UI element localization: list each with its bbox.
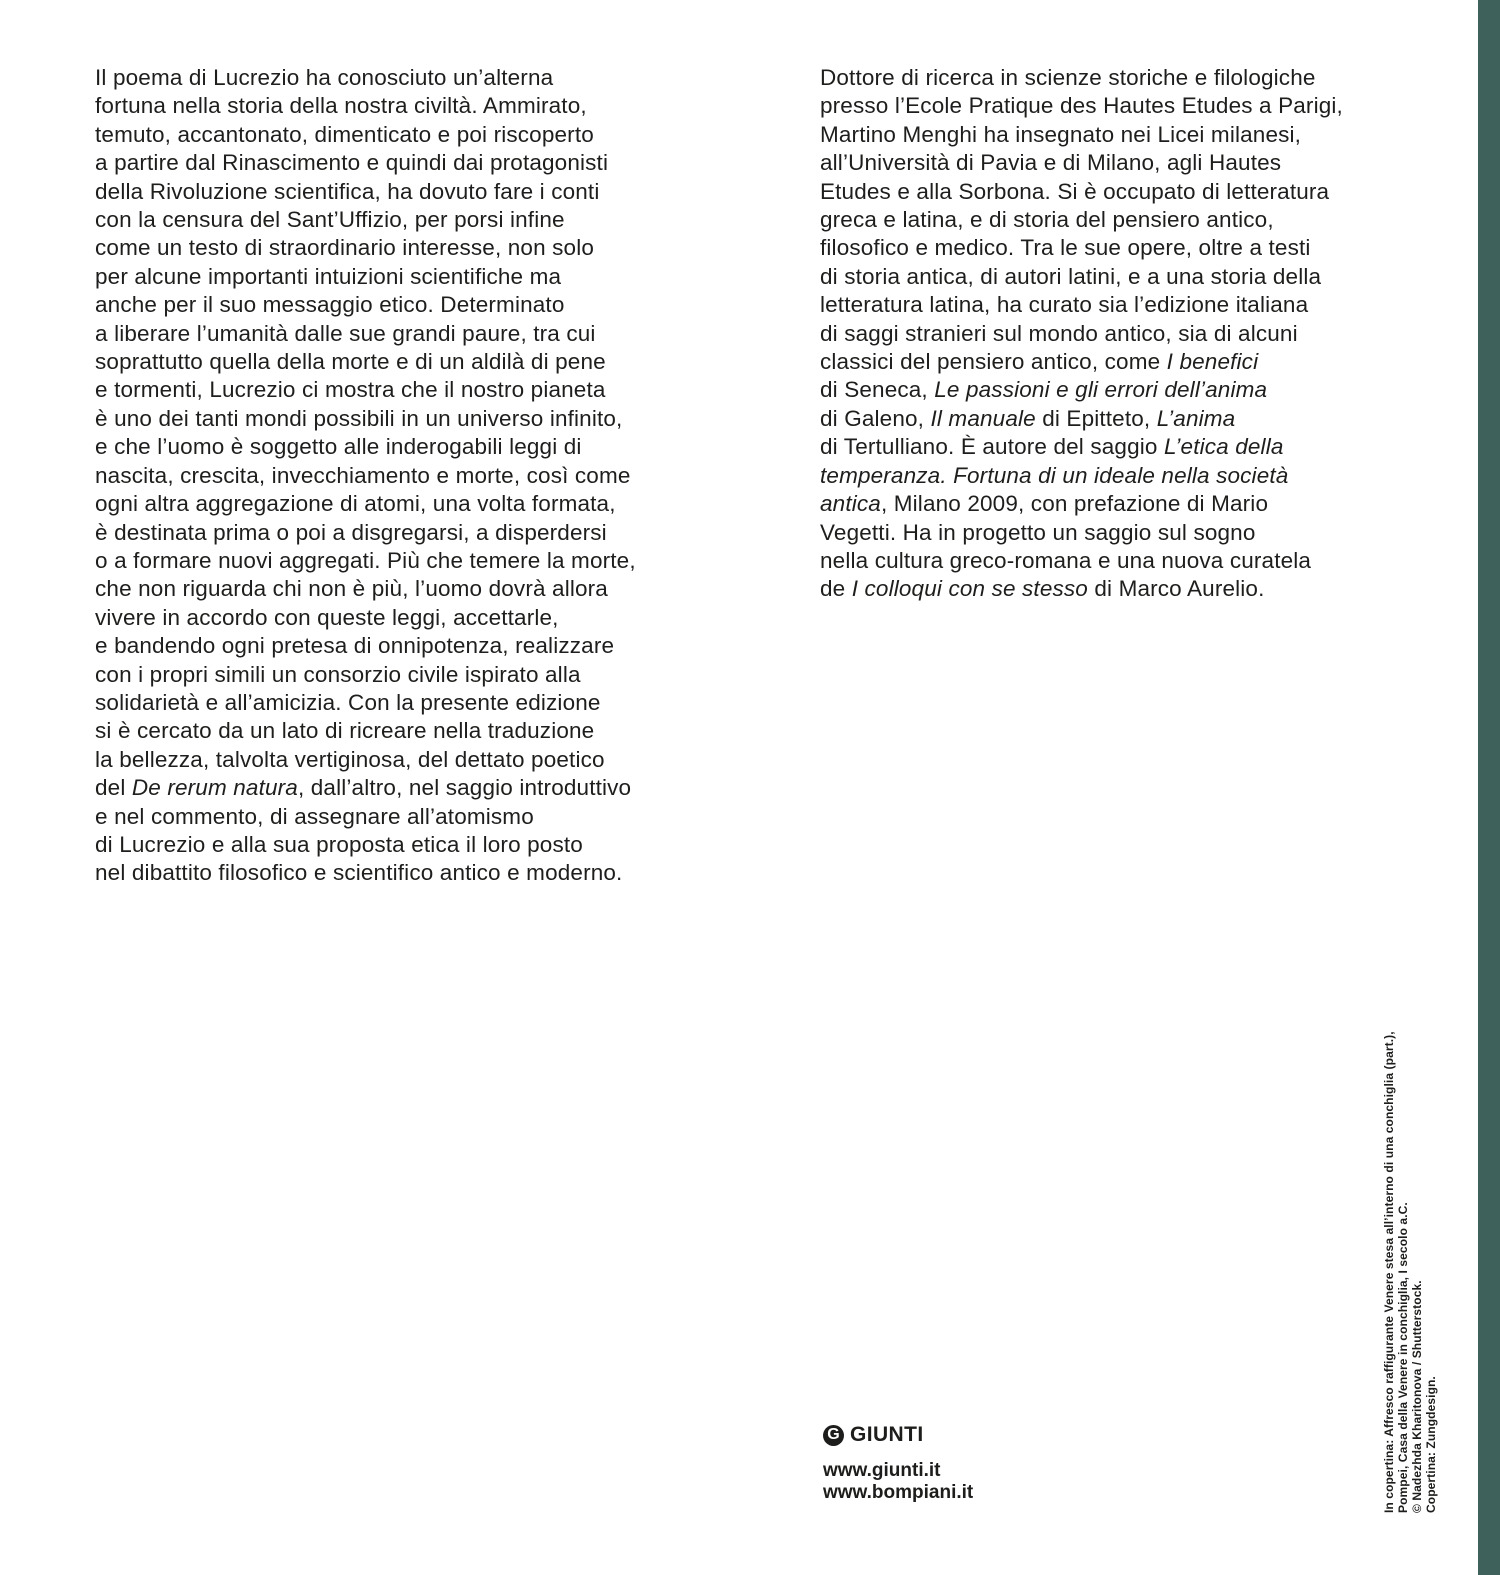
text-line: ogni altra aggregazione di atomi, una volta formata, — [95, 491, 616, 517]
text-line: temperanza. Fortuna di un ideale nella società — [820, 462, 1289, 488]
text-line: è uno dei tanti mondi possibili in un universo infinito, — [95, 405, 623, 431]
text-line: e che l’uomo è soggetto alle inderogabili leggi di — [95, 434, 582, 460]
text-line: © Nadezhda Kharitonova / Shutterstock. — [1410, 1280, 1424, 1513]
giunti-logo-icon — [823, 1425, 844, 1446]
giunti-logo-letter: G — [827, 1426, 840, 1443]
text-line: si è cercato da un lato di ricreare nella traduzione — [95, 718, 595, 744]
text-line: filosofico e medico. Tra le sue opere, oltre a testi — [820, 235, 1311, 261]
text-line: di Lucrezio e alla sua proposta etica il loro posto — [95, 831, 583, 857]
text-line: temuto, accantonato, dimenticato e poi riscoperto — [95, 121, 594, 147]
giunti-wordmark: GIUNTI — [850, 1423, 924, 1446]
text-line: o a formare nuovi aggregati. Più che temere la morte, — [95, 547, 636, 573]
spine-stripe — [1478, 0, 1500, 1575]
text-line: antica, Milano 2009, con prefazione di Mario — [820, 491, 1269, 517]
author-bio-text-column — [820, 64, 1470, 604]
text-line: anche per il suo messaggio etico. Determinato — [95, 292, 565, 318]
text-line: a liberare l’umanità dalle sue grandi paure, tra cui — [95, 320, 596, 346]
text-line: Martino Menghi ha insegnato nei Licei milanesi, — [820, 121, 1302, 147]
text-line: la bellezza, talvolta vertiginosa, del dettato poetico — [95, 746, 605, 772]
text-line: a partire dal Rinascimento e quindi dai protagonisti — [95, 150, 609, 176]
text-line: solidarietà e all’amicizia. Con la presente edizione — [95, 689, 601, 715]
text-line: di Galeno, Il manuale di Epitteto, L’anima — [820, 405, 1236, 431]
text-line: nella cultura greco-romana e una nuova curatela — [820, 547, 1312, 573]
text-line: Vegetti. Ha in progetto un saggio sul sogno — [820, 519, 1256, 545]
text-line: che non riguarda chi non è più, l’uomo dovrà allora — [95, 576, 608, 602]
text-line: e bandendo ogni pretesa di onnipotenza, realizzare — [95, 633, 615, 659]
text-line: de I colloqui con se stesso di Marco Aurelio. — [820, 576, 1265, 602]
text-line: con i propri simili un consorzio civile ispirato alla — [95, 661, 581, 687]
text-line: di Tertulliano. È autore del saggio L’etica della — [820, 434, 1284, 460]
text-line: fortuna nella storia della nostra civiltà. Ammirato, — [95, 93, 587, 119]
cover-image-credit — [1382, 973, 1438, 1513]
giunti-logo — [823, 1423, 973, 1447]
text-line: Pompei, Casa della Venere in conchiglia, I secolo a.C. — [1396, 1202, 1410, 1513]
text-line: nel dibattito filosofico e scientifico antico e moderno. — [95, 860, 623, 886]
text-line: è destinata prima o poi a disgregarsi, a disperdersi — [95, 519, 607, 545]
text-line: Dottore di ricerca in scienze storiche e filologiche — [820, 65, 1316, 90]
text-line: nascita, crescita, invecchiamento e morte, così come — [95, 462, 631, 488]
text-line: letteratura latina, ha curato sia l’edizione italiana — [820, 292, 1309, 318]
text-line: con la censura del Sant’Uffizio, per porsi infine — [95, 207, 565, 233]
text-line: di storia antica, di autori latini, e a una storia della — [820, 263, 1322, 289]
text-line: di saggi stranieri sul mondo antico, sia di alcuni — [820, 320, 1298, 346]
text-line: greca e latina, e di storia del pensiero antico, — [820, 207, 1274, 233]
bompiani-url: www.bompiani.it — [823, 1481, 974, 1503]
text-line: di Seneca, Le passioni e gli errori dell’anima — [820, 377, 1268, 403]
text-line: soprattutto quella della morte e di un aldilà di pene — [95, 349, 606, 375]
text-line: vivere in accordo con queste leggi, accettarle, — [95, 604, 559, 630]
text-line: del De rerum natura, dall’altro, nel saggio introduttivo — [95, 775, 632, 801]
synopsis-text-column — [95, 64, 745, 888]
text-line: classici del pensiero antico, come I benefici — [820, 349, 1259, 375]
text-line: In copertina: Affresco raffigurante Venere stesa all’interno di una conchiglia (part.), — [1382, 1031, 1396, 1513]
giunti-url: www.giunti.it — [823, 1460, 941, 1481]
publisher-block — [823, 1423, 973, 1503]
text-line: all’Università di Pavia e di Milano, agli Hautes — [820, 150, 1282, 176]
text-line: presso l’Ecole Pratique des Hautes Etudes a Parigi, — [820, 93, 1343, 119]
text-line: e tormenti, Lucrezio ci mostra che il nostro pianeta — [95, 377, 606, 403]
text-line: Copertina: Zungdesign. — [1424, 1376, 1438, 1513]
text-line: per alcune importanti intuizioni scientifiche ma — [95, 263, 562, 289]
text-line: Etudes e alla Sorbona. Si è occupato di letteratura — [820, 178, 1330, 204]
text-line: come un testo di straordinario interesse, non solo — [95, 235, 595, 261]
text-line: e nel commento, di assegnare all’atomismo — [95, 803, 534, 829]
text-line: Il poema di Lucrezio ha conosciuto un’alterna — [95, 65, 554, 90]
publisher-urls — [823, 1460, 973, 1503]
text-line: della Rivoluzione scientifica, ha dovuto fare i conti — [95, 178, 600, 204]
